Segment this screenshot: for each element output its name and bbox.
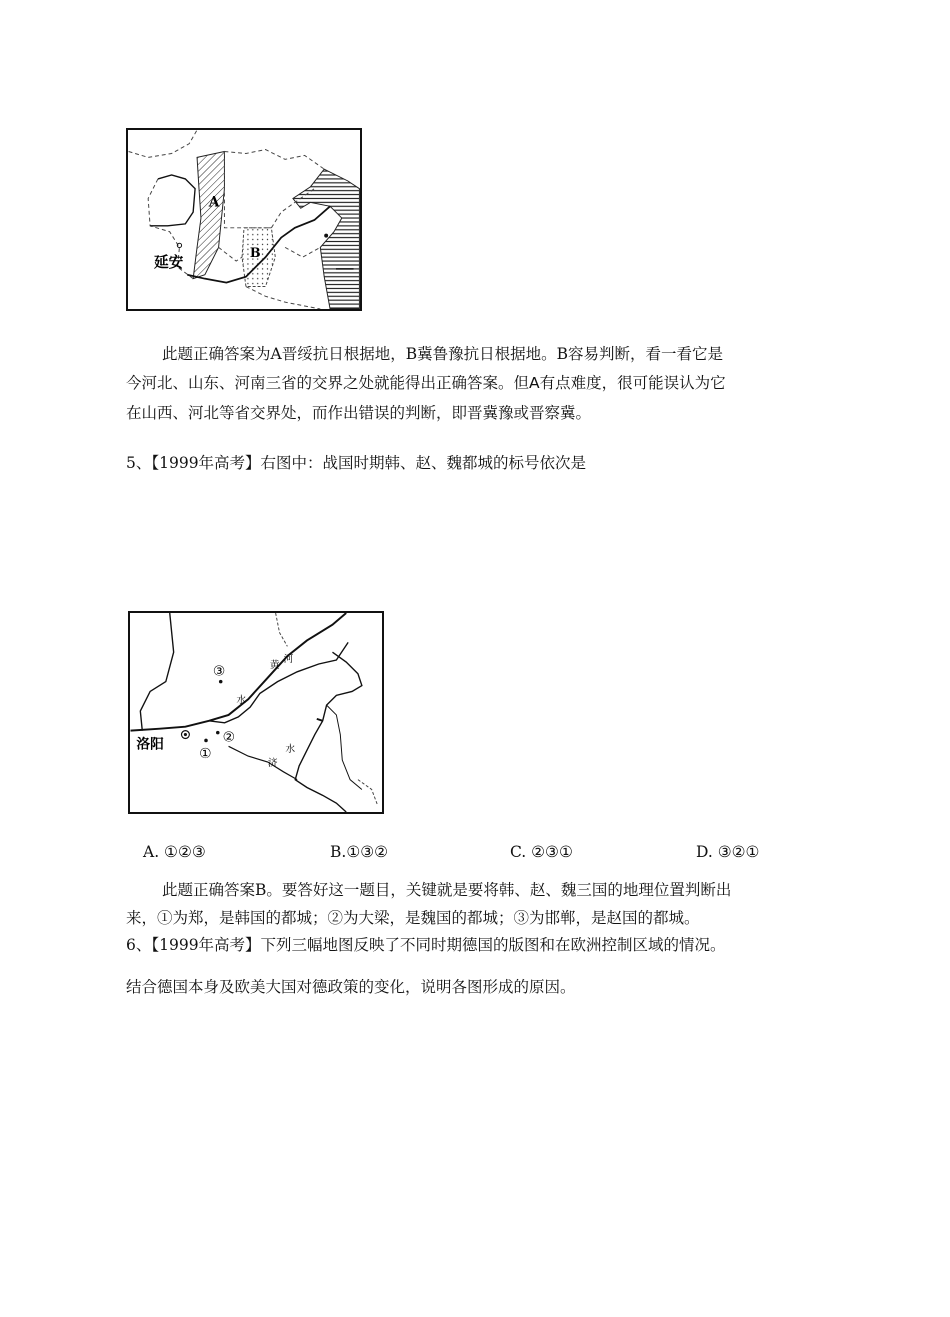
map2-label-luoyang: 洛阳	[136, 736, 164, 753]
map2-mark-2: ②	[222, 729, 235, 746]
map-anti-japanese-bases-drawing	[128, 130, 360, 309]
question5-text: 5、【1999年高考】右图中：战国时期韩、赵、魏都城的标号依次是	[126, 454, 587, 472]
answer5-line1: 此题正确答案B。要答好这一题目，关键就是要将韩、赵、魏三国的地理位置判断出	[162, 881, 732, 899]
answer4-line1-serif: 此题正确答案为A晋绥抗日根据地，B冀鲁豫抗日根据地。B容易判断，	[162, 345, 646, 363]
option-c: C. ②③①	[510, 843, 573, 861]
map1-label-a: A	[208, 194, 220, 211]
map2-mark-1: ①	[199, 746, 212, 763]
map2-river-north-char-3: 水	[236, 695, 247, 707]
option-d: D. ③②①	[696, 843, 760, 861]
answer4-line3: 在山西、河北等省交界处，而作出错误的判断，即晋冀豫或晋察冀。	[126, 404, 592, 422]
map2-river-south-char-1: 济	[267, 757, 278, 769]
answer4-line1	[162, 341, 723, 367]
map2-river-north-char-2: 河	[283, 654, 294, 666]
option-a: A. ①②③	[143, 843, 206, 861]
map2-river-south-char-2: 水	[285, 744, 296, 756]
answer5-line2: 来，①为郑，是韩国的都城；②为大梁，是魏国的都城；③为邯郸，是赵国的都城。	[126, 909, 700, 927]
map2-river-north-char-1: 黄	[269, 659, 280, 671]
answer4-line2: 今河北、山东、河南三省的交界之处就能得出正确答案。但A有点难度，很可能误认为它	[126, 374, 726, 392]
map-warring-states	[128, 611, 384, 814]
answer4-line1-sans: 看一看它是	[645, 345, 723, 363]
map1-label-b: B	[249, 245, 261, 261]
question6-line1: 6、【1999年高考】下列三幅地图反映了不同时期德国的版图和在欧洲控制区域的情况。	[126, 936, 726, 954]
map2-mark-3: ③	[212, 663, 226, 680]
map-anti-japanese-bases	[126, 128, 362, 311]
option-b: B.①③②	[330, 843, 389, 861]
question6-line2: 结合德国本身及欧美大国对德政策的变化，说明各图形成的原因。	[126, 978, 576, 996]
map-warring-states-drawing	[130, 613, 382, 812]
map1-label-yanan: 延安	[154, 253, 184, 271]
